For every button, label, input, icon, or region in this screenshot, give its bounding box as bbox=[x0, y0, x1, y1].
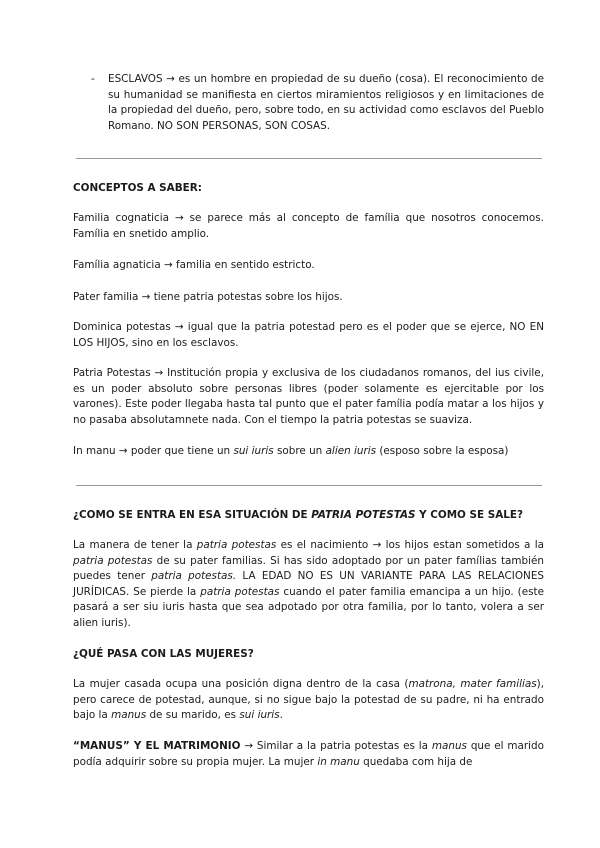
esclavos-bullet: ESCLAVOS → es un hombre en propiedad de su dueño (cosa). El reconocimiento de su humanidad se manifiesta en ciertos miramientos religiosos y en limitaciones de la propiedad del dueño, pero, sobre todo, en su actividad como esclavos del Pueblo Romano. NO SON PERSONAS, SON COSAS. bbox=[108, 73, 544, 132]
divider bbox=[76, 485, 542, 486]
mujeres-heading: ¿QUÉ PASA CON LAS MUJERES? bbox=[73, 648, 254, 660]
concept-agnaticia: Família agnaticia → familia en sentido estricto. bbox=[73, 259, 315, 271]
concept-cognaticia: Familia cognaticia → se parece más al concepto de família que nosotros conocemos. Família en snetido amplio. bbox=[73, 212, 544, 240]
mujeres-paragraph: La mujer casada ocupa una posición digna dentro de la casa (matrona, mater familias), pero carece de potestad, aunque, si no sigue bajo la potestad de su padre, ni ha entrado bajo la manus de su marido, es sui iuris. bbox=[73, 678, 544, 722]
concept-dominica-potestas: Dominica potestas → igual que la patria potestad pero es el poder que se ejerce, NO EN LOS HIJOS, sino en los esclavos. bbox=[73, 321, 544, 349]
patria-potestas-heading: ¿COMO SE ENTRA EN ESA SITUACIÓN DE PATRIA POTESTAS Y COMO SE SALE? bbox=[73, 509, 523, 521]
concept-patria-potestas: Patria Potestas → Institución propia y exclusiva de los ciudadanos romanos, del ius civile, es un poder absoluto sobre personas libres (poder solamente es ejercitable por los varones). Este poder llegaba hasta tal punto que el pater família podía matar a los hijos y no pasaba absolutamnete nada. Con el tiempo la patria potestas se suaviza. bbox=[73, 367, 544, 426]
manus-matrimonio-paragraph: “MANUS” Y EL MATRIMONIO → Similar a la patria potestas es la manus que el marido podía adquirir sobre su propia mujer. La mujer in manu quedaba com hija de bbox=[73, 740, 544, 768]
conceptos-heading: CONCEPTOS A SABER: bbox=[73, 182, 202, 194]
patria-potestas-paragraph: La manera de tener la patria potestas es el nacimiento → los hijos estan sometidos a la patria potestas de su pater familias. Si has sido adoptado por un pater famílias también puedes tener patria potestas. LA EDAD NO ES UN VARIANTE PARA LAS RELACIONES JURÍDICAS. Se pierde la patria potestas cuando el pater familia emancipa a un hijo. (este pasará a ser siu iuris hasta que sea adpotado por otra familia, por lo tanto, volera a ser alien iuris). bbox=[73, 539, 545, 629]
concept-in-manu: In manu → poder que tiene un sui iuris sobre un alien iuris (esposo sobre la esposa) bbox=[73, 445, 509, 457]
divider bbox=[76, 158, 542, 159]
bullet-marker: - bbox=[91, 73, 95, 85]
concept-pater-familia: Pater familia → tiene patria potestas sobre los hijos. bbox=[73, 291, 343, 303]
